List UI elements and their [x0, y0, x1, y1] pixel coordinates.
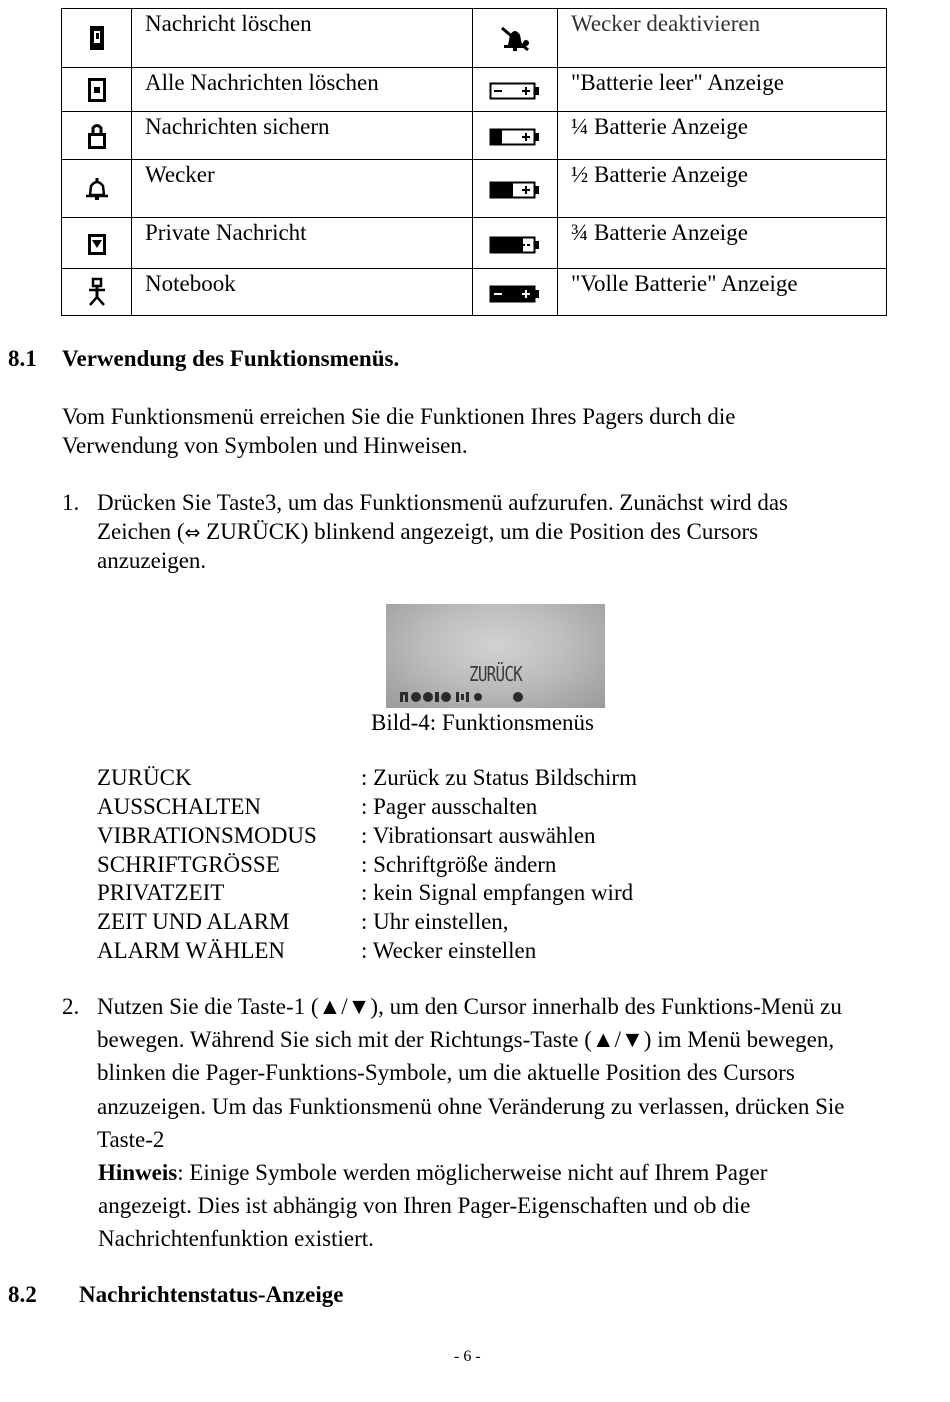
symbol-label: Private Nachricht — [132, 218, 473, 269]
battery-half-icon — [489, 180, 541, 200]
symbol-label: ¼ Batterie Anzeige — [558, 112, 887, 160]
symbol-label: ½ Batterie Anzeige — [558, 160, 887, 218]
symbol-row — [62, 112, 887, 160]
symbol-label: Wecker — [132, 160, 473, 218]
symbol-row — [62, 218, 887, 269]
private-message-icon — [87, 231, 107, 257]
symbol-label: Wecker deaktivieren — [558, 9, 887, 68]
step-line: bewegen. Während Sie sich mit der Richtungs-Taste (▲/▼) im Menü bewegen, — [97, 1027, 835, 1052]
battery-quarter-icon — [489, 127, 541, 147]
menu-term: AUSSCHALTEN — [97, 794, 262, 819]
symbol-label: "Volle Batterie" Anzeige — [558, 269, 887, 316]
symbol-table — [61, 8, 887, 316]
symbol-row — [62, 9, 887, 68]
symbol-label: Nachricht löschen — [132, 9, 473, 68]
delete-message-icon — [87, 24, 107, 52]
notebook-icon — [86, 277, 108, 307]
list-number: 2. — [62, 994, 80, 1019]
page-number: - 6 - — [454, 1348, 481, 1365]
section-title: Nachrichtenstatus-Anzeige — [79, 1282, 344, 1307]
step-line: Nutzen Sie die Taste-1 (▲/▼), um den Cursor innerhalb des Funktions-Menü zu — [97, 994, 842, 1019]
symbol-label: ¾ Batterie Anzeige — [558, 218, 887, 269]
step-line: Drücken Sie Taste3, um das Funktionsmenü aufzurufen. Zunächst wird das — [97, 490, 789, 515]
symbol-label: Alle Nachrichten löschen — [132, 68, 473, 112]
step-line: Taste-2 — [97, 1127, 165, 1152]
battery-three-quarter-icon — [489, 235, 541, 255]
menu-desc: : Uhr einstellen, — [361, 909, 509, 934]
note-line: angezeigt. Dies ist abhängig von Ihren Pager-Eigenschaften und ob die — [98, 1193, 751, 1218]
intro-line: Verwendung von Symbolen und Hinweisen. — [62, 433, 468, 458]
figure-caption: Bild-4: Funktionsmenüs — [371, 710, 594, 735]
section-number: 8.2 — [8, 1282, 37, 1307]
menu-desc: : Zurück zu Status Bildschirm — [361, 765, 637, 790]
step-line: anzuzeigen. — [97, 548, 207, 573]
alarm-off-icon — [497, 23, 533, 53]
step-line: blinken die Pager-Funktions-Symbole, um die aktuelle Position des Cursors — [97, 1060, 795, 1085]
list-number: 1. — [62, 490, 80, 515]
symbol-row — [62, 160, 887, 218]
menu-term: PRIVATZEIT — [97, 880, 225, 905]
symbol-row — [62, 68, 887, 112]
note-line: Hinweis: Einige Symbole werden möglicherweise nicht auf Ihrem Pager — [98, 1160, 768, 1185]
symbol-row — [62, 269, 887, 316]
menu-desc: : kein Signal empfangen wird — [361, 880, 634, 905]
symbol-label: Notebook — [132, 269, 473, 316]
section-number: 8.1 — [8, 346, 37, 371]
lcd-status-icons — [398, 690, 538, 704]
step-line: anzuzeigen. Um das Funktionsmenü ohne Veränderung zu verlassen, drücken Sie — [97, 1094, 845, 1119]
symbol-label: "Batterie leer" Anzeige — [558, 68, 887, 112]
battery-full-icon — [489, 284, 541, 304]
alarm-bell-icon — [83, 176, 111, 202]
menu-term: VIBRATIONSMODUS — [97, 823, 317, 848]
intro-line: Vom Funktionsmenü erreichen Sie die Funktionen Ihres Pagers durch die — [62, 404, 736, 429]
note-label: Hinweis — [98, 1160, 178, 1185]
delete-all-icon — [87, 77, 107, 103]
section-title: Verwendung des Funktionsmenüs. — [62, 346, 400, 371]
menu-desc: : Pager ausschalten — [361, 794, 538, 819]
menu-desc: : Vibrationsart auswählen — [361, 823, 596, 848]
menu-desc: : Schriftgröße ändern — [361, 852, 557, 877]
symbol-label: Nachrichten sichern — [132, 112, 473, 160]
double-arrow-icon: ⇔ — [184, 522, 201, 544]
lcd-screen-image — [386, 604, 605, 708]
menu-term: ALARM WÄHLEN — [97, 938, 286, 963]
lock-icon — [87, 122, 107, 150]
menu-desc: : Wecker einstellen — [361, 938, 537, 963]
lcd-text: ZURÜCK — [469, 662, 522, 686]
menu-term: ZURÜCK — [97, 765, 192, 790]
note-line: Nachrichtenfunktion existiert. — [98, 1226, 374, 1251]
step-line: Zeichen (⇔ ZURÜCK) blinkend angezeigt, um die Position des Cursors — [97, 519, 759, 544]
menu-term: ZEIT UND ALARM — [97, 909, 290, 934]
battery-empty-icon — [489, 81, 541, 101]
menu-term: SCHRIFTGRÖSSE — [97, 852, 280, 877]
